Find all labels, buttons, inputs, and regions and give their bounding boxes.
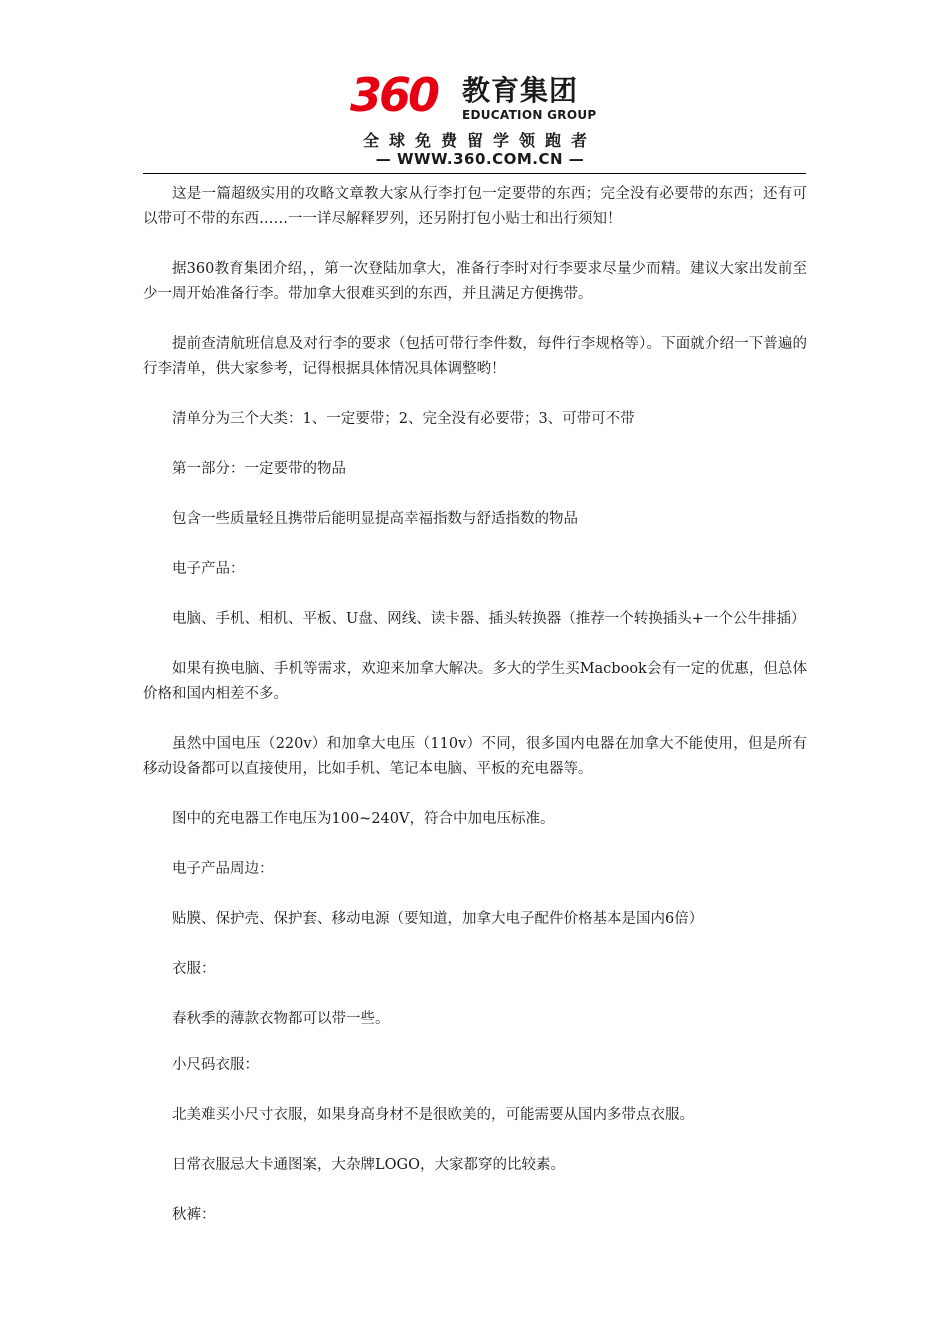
logo-slogan: 全球免费留学领跑者 [362, 131, 597, 150]
heading-long-johns: 秋裤： [172, 1207, 216, 1223]
paragraph-spring-autumn-clothes: 春秋季的薄款衣物都可以带一些。 [172, 1011, 390, 1027]
logo-360-education-group [350, 68, 610, 172]
logo-number: 360 [350, 68, 438, 122]
paragraph-part-one-desc: 包含一些质量轻且携带后能明显提高幸福指数与舒适指数的物品 [172, 511, 578, 527]
heading-clothes: 衣服： [172, 961, 216, 977]
paragraph-small-size-clothes: 北美难买小尺寸衣服，如果身高身材不是很欧美的，可能需要从国内多带点衣服。 [172, 1107, 694, 1123]
paragraph-buy-in-canada: 如果有换电脑、手机等需求，欢迎来加拿大解决。多大的学生买Macbook会有一定的优惠，但总体价格和国内相差不多。 [143, 661, 807, 702]
paragraph-background: 据360教育集团介绍，，第一次登陆加拿大，准备行李时对行李要求尽量少而精。建议大家出发前至少一周开始准备行李。带加拿大很难买到的东西，并且满足方便携带。 [143, 261, 807, 302]
paragraph-intro: 这是一篇超级实用的攻略文章教大家从行李打包一定要带的东西；完全没有必要带的东西；还有可以带可不带的东西……一一详尽解释罗列，还另附打包小贴士和出行须知！ [143, 186, 807, 227]
heading-electronics: 电子产品： [172, 561, 245, 577]
heading-electronics-accessories: 电子产品周边： [172, 861, 274, 877]
paragraph-list-categories: 清单分为三个大类：1、一定要带；2、完全没有必要带；3、可带可不带 [172, 411, 635, 427]
header-divider [143, 173, 806, 174]
paragraph-accessories-list: 贴膜、保护壳、保护套、移动电源（要知道，加拿大电子配件价格基本是国内6倍） [172, 911, 704, 927]
paragraph-flight-info: 提前查清航班信息及对行李的要求（包括可带行李件数，每件行李规格等）。下面就介绍一下普遍的行李清单，供大家参考，记得根据具体情况具体调整哟！ [143, 336, 807, 377]
paragraph-voltage: 虽然中国电压（220v）和加拿大电压（110v）不同，很多国内电器在加拿大不能使用，但是所有移动设备都可以直接使用，比如手机、笔记本电脑、平板的充电器等。 [143, 736, 807, 777]
paragraph-charger-voltage: 图中的充电器工作电压为100~240V，符合中加电压标准。 [172, 811, 555, 827]
heading-small-size-clothes: 小尺码衣服： [172, 1057, 259, 1073]
page-header [0, 0, 950, 175]
logo-chinese-name: 教育集团 [462, 74, 579, 107]
article-body [143, 182, 807, 1228]
logo-english-name: EDUCATION GROUP [462, 108, 597, 122]
section-heading-part-one: 第一部分：一定要带的物品 [172, 461, 346, 477]
paragraph-electronics-list: 电脑、手机、相机、平板、U盘、网线、读卡器、插头转换器（推荐一个转换插头+一个公牛排插） [172, 611, 806, 627]
paragraph-daily-clothes-style: 日常衣服忌大卡通图案，大杂牌LOGO，大家都穿的比较素。 [172, 1157, 565, 1173]
logo-url: — WWW.360.COM.CN — [375, 150, 585, 168]
